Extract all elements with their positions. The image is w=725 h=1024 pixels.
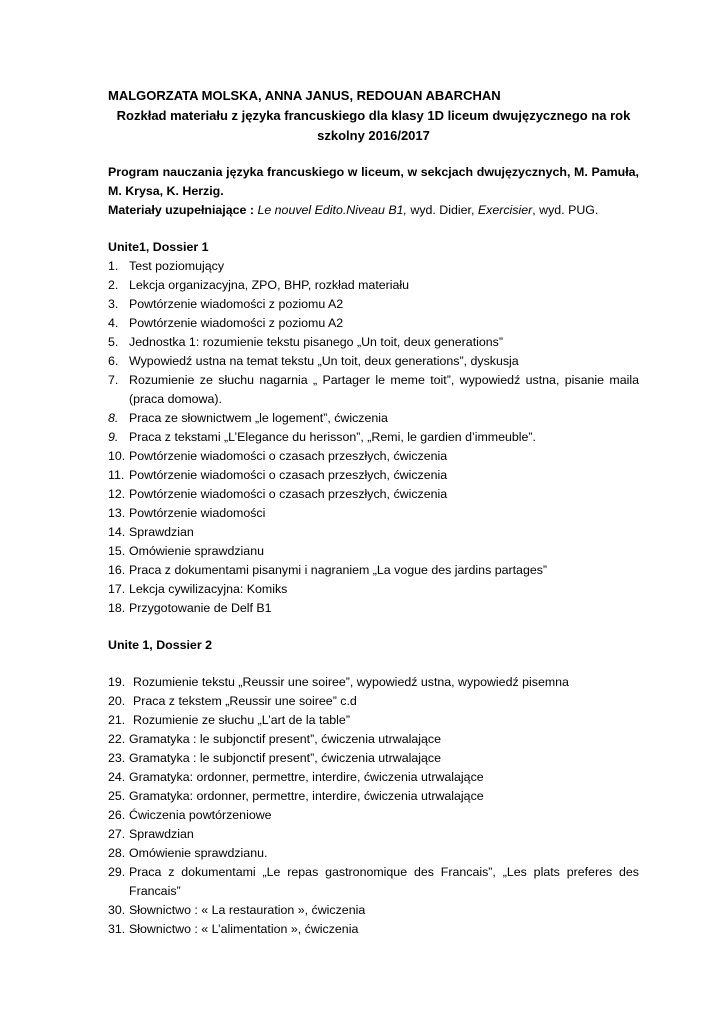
section1-heading: Unite1, Dossier 1 (108, 240, 209, 254)
list-item (108, 844, 639, 863)
list-item (108, 542, 639, 561)
list-item-text: Rozumienie ze słuchu nagarnia „ Partager le meme toit”, wypowiedź ustna, pisanie maila (praca domowa). (129, 373, 639, 406)
list-item-number: 4. (108, 316, 119, 330)
list-item (108, 485, 639, 504)
list-item-number: 30. (108, 903, 126, 917)
list-item-number: 2. (108, 278, 119, 292)
document-content (108, 86, 639, 939)
list-item-text: Powtórzenie wiadomości z poziomu A2 (129, 316, 344, 330)
list-item (108, 352, 639, 371)
list-item (108, 863, 639, 901)
list-item-number: 31. (108, 922, 126, 936)
list-item-text: Test poziomujący (129, 259, 225, 273)
list-item-number: 19. (108, 675, 126, 689)
list-item (108, 920, 639, 939)
list-item-text: Omówienie sprawdzianu. (129, 846, 268, 860)
list-item-text: Sprawdzian (129, 827, 194, 841)
list-item-number: 15. (108, 544, 126, 558)
list-item (108, 768, 639, 787)
list-item (108, 580, 639, 599)
list-item-number: 26. (108, 808, 126, 822)
list-item-text: Gramatyka : le subjonctif present”, ćwiczenia utrwalające (129, 732, 441, 746)
list-item-text: Gramatyka: ordonner, permettre, interdire, ćwiczenia utrwalające (129, 789, 484, 803)
list-item (108, 447, 639, 466)
list-item-number: 12. (108, 487, 126, 501)
list-item (108, 314, 639, 333)
list-item-text: Rozumienie tekstu „Reussir une soiree”, wypowiedź ustna, wypowiedź pisemna (133, 675, 569, 689)
list-item (108, 276, 639, 295)
list-item-number: 16. (108, 563, 126, 577)
list-item (108, 749, 639, 768)
list-item (108, 295, 639, 314)
list-item-number: 23. (108, 751, 126, 765)
section1-list (108, 257, 639, 618)
program-description: Program nauczania języka francuskiego w liceum, w sekcjach dwujęzycznych, M. Pamuła, M. Krysa, K. Herzig. (108, 165, 639, 198)
list-item-text: Praca z dokumentami „Le repas gastronomique des Francais”, „Les plats preferes des Francais” (129, 865, 639, 898)
list-item (108, 257, 639, 276)
authors-line: MALGORZATA MOLSKA, ANNA JANUS, REDOUAN ABARCHAN (108, 88, 501, 103)
document-title-line1: Rozkład materiału z języka francuskiego dla klasy 1D liceum dwujęzycznego na rok (116, 108, 631, 123)
list-item-text: Powtórzenie wiadomości o czasach przeszłych, ćwiczenia (129, 487, 448, 501)
list-item (108, 599, 639, 618)
materials-publisher1: wyd. Didier, (410, 203, 475, 217)
list-item (108, 428, 639, 447)
list-item-number: 22. (108, 732, 126, 746)
list-item (108, 561, 639, 580)
list-item-number: 5. (108, 335, 119, 349)
list-item-number: 17. (108, 582, 126, 596)
list-item (108, 371, 639, 409)
list-item (108, 466, 639, 485)
list-item-number: 21. (108, 713, 126, 727)
materials-publisher2: , wyd. PUG. (532, 203, 599, 217)
list-item-text: Sprawdzian (129, 525, 194, 539)
list-item-number: 3. (108, 297, 119, 311)
list-item (108, 504, 639, 523)
list-item-text: Lekcja cywilizacyjna: Komiks (129, 582, 288, 596)
list-item-number: 9. (108, 430, 119, 444)
list-item (108, 673, 639, 692)
list-item-text: Słownictwo : « L’alimentation », ćwiczenia (129, 922, 359, 936)
materials-book1: Le nouvel Edito.Niveau B1, (257, 203, 407, 217)
list-item (108, 806, 639, 825)
list-item-text: Praca z dokumentami pisanymi i nagraniem „La vogue des jardins partages” (129, 563, 548, 577)
list-item-text: Powtórzenie wiadomości (129, 506, 266, 520)
list-item-number: 6. (108, 354, 119, 368)
list-item-text: Praca z tekstem „Reussir une soiree” c.d (133, 694, 357, 708)
materials-book2: Exercisier (477, 203, 533, 217)
list-item-text: Gramatyka: ordonner, permettre, interdire, ćwiczenia utrwalające (129, 770, 484, 784)
list-item-text: Lekcja organizacyjna, ZPO, BHP, rozkład materiału (129, 278, 410, 292)
list-item-number: 28. (108, 846, 126, 860)
section2-heading: Unite 1, Dossier 2 (108, 638, 212, 652)
list-item-text: Powtórzenie wiadomości z poziomu A2 (129, 297, 344, 311)
list-item-text: Ćwiczenia powtórzeniowe (129, 808, 272, 822)
list-item-number: 7. (108, 373, 119, 387)
list-item-text: Powtórzenie wiadomości o czasach przeszłych, ćwiczenia (129, 468, 448, 482)
list-item-text: Gramatyka : le subjonctif present”, ćwiczenia utrwalające (129, 751, 441, 765)
list-item (108, 711, 639, 730)
list-item-text: Praca z tekstami „L’Elegance du herisson”, „Remi, le gardien d’immeuble”. (129, 430, 537, 444)
list-item-number: 18. (108, 601, 126, 615)
list-item-number: 1. (108, 259, 119, 273)
list-item (108, 730, 639, 749)
section2-list (108, 673, 639, 939)
list-item-number: 13. (108, 506, 126, 520)
list-item (108, 523, 639, 542)
list-item-text: Rozumienie ze słuchu „L’art de la table” (133, 713, 350, 727)
list-item-text: Praca ze słownictwem „le logement”, ćwiczenia (129, 411, 388, 425)
list-item (108, 901, 639, 920)
list-item-number: 8. (108, 411, 119, 425)
list-item-number: 25. (108, 789, 126, 803)
list-item-text: Wypowiedź ustna na temat tekstu „Un toit, deux generations”, dyskusja (129, 354, 519, 368)
list-item-number: 14. (108, 525, 126, 539)
document-title-line2: szkolny 2016/2017 (317, 128, 430, 143)
list-item (108, 825, 639, 844)
list-item (108, 787, 639, 806)
list-item (108, 692, 639, 711)
materials-label: Materiały uzupełniające : (108, 203, 254, 217)
list-item-number: 24. (108, 770, 126, 784)
list-item-text: Słownictwo : « La restauration », ćwiczenia (129, 903, 366, 917)
list-item-text: Powtórzenie wiadomości o czasach przeszłych, ćwiczenia (129, 449, 448, 463)
list-item-text: Omówienie sprawdzianu (129, 544, 264, 558)
list-item-number: 20. (108, 694, 126, 708)
supplementary-materials (108, 201, 639, 220)
list-item (108, 409, 639, 428)
list-item-text: Przygotowanie de Delf B1 (129, 601, 272, 615)
list-item-number: 29. (108, 865, 126, 879)
list-item-text: Jednostka 1: rozumienie tekstu pisanego „Un toit, deux generations” (129, 335, 504, 349)
list-item (108, 333, 639, 352)
list-item-number: 10. (108, 449, 126, 463)
list-item-number: 27. (108, 827, 126, 841)
list-item-number: 11. (108, 468, 125, 482)
